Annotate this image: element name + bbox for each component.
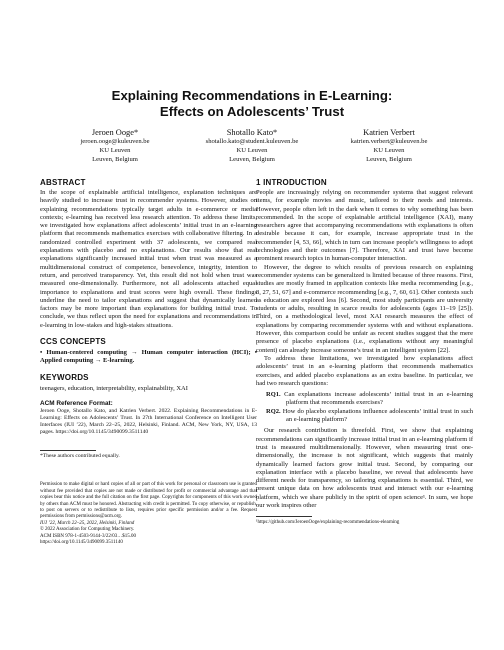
introduction-heading: 1 INTRODUCTION <box>256 178 327 187</box>
ccs-heading: CCS CONCEPTS <box>40 337 106 347</box>
paper-title-line-1: Explaining Recommendations in E-Learning: <box>111 88 393 103</box>
permission-block <box>40 482 257 546</box>
intro-paragraph-2: However, the degree to which results of previous research on explaining recommender systems can be generalized is limited because of three reasons. First, studies are mostly framed in application contexts like media recommending [e.g., 8, 27, 51, 67] and e-commerce recommending [e.g., 7, 60, 61]. Other contexts such as education are explored less [6]. Second, most study participants are university students or adults, resulting in scarce results for adolescents (ages 11–19 [25]). Third, on a methodological level, most XAI research measures the effect of explanations by comparing recommender systems with and without explanations. However, this comparison could be unfair as recent studies suggest that the mere presence of placebo explanations (i.e., explanations without any meaningful content) can already increase someone’s trust in an intelligent system [22]. <box>256 263 473 354</box>
ccs-text: • Human-centered computing → Human computer interaction (HCI); • Applied computing → E-learning. <box>40 349 257 365</box>
abstract-text: In the scope of explainable artificial intelligence, explanation techniques are heavily studied to increase trust in recommender systems. However, studies on explaining recommendations typically target adults in e-commerce or media contexts; e-learning has received less research attention. To address these limits, we investigated how explanations affect adolescents’ initial trust in an e-learning platform that recommends mathematics exercises with collaborative filtering. In a randomized controlled experiment with 37 adolescents, we compared real explanations with placebo and no explanations. Our results show that real explanations significantly increased initial trust when trust was measured as a multidimensional construct of competence, benevolence, integrity, intention to return, and perceived transparency. Yet, this result did not hold when trust was measured one-dimensionally. Furthermore, not all adolescents attached equal importance to explanations and trust scores were high overall. These findings underline the need to tailor explanations and suggest that dynamically learned factors may be more important than explanations for building initial trust. To conclude, we thus reflect upon the need for explanations and recommendations in e-learning in low-stakes and high-stakes situations. <box>40 189 257 329</box>
author-location: Leuven, Belgium <box>229 155 275 163</box>
author-email: jeroen.ooge@kuleuven.be <box>80 138 150 146</box>
footnote-rule <box>256 516 312 517</box>
left-column <box>40 177 257 546</box>
footnote-rule <box>40 450 96 451</box>
intro-paragraph-4: Our research contribution is threefold. First, we show that explaining recommendations can significantly increase initial trust in an e-learning platform if trust is measured multidimensionally. However, when measuring trust one-dimensionally, the increase is not significant, which suggests that mainly dynamically learned factors grow initial trust. Second, by comparing our explanation interface with a placebo baseline, we reveal that adolescents have different needs for transparency, so tailoring explanations is essential. Third, we present unique data on how adolescents trust and interact with our e-learning platform, which we share publicly in the spirit of open science¹. In sum, we hope our work inspires other <box>256 427 473 509</box>
author-name: Jeroen Ooge* <box>91 128 139 137</box>
author-email: shotallo.kato@student.kuleuven.be <box>205 138 299 146</box>
copyright-text: © 2022 Association for Computing Machinery. <box>40 527 135 533</box>
author-block-2 <box>177 128 327 165</box>
intro-paragraph-3: To address these limitations, we investigated how explanations affect adolescents’ trust in an e-learning platform that recommends mathematics exercises, and added placebo explanations as an extra baseline. In particular, we had two research questions: <box>256 354 473 387</box>
isbn-text: ACM ISBN 978-1-4503-9144-3/22/03…$15.00 <box>40 533 136 539</box>
right-column <box>256 177 473 526</box>
paper-title-line-2: Effects on Adolescents’ Trust <box>159 104 345 119</box>
rq1-text: Can explanations increase adolescents’ initial trust in an e-learning platform that recommends exercises? <box>284 391 474 407</box>
keywords-heading: KEYWORDS <box>40 372 89 382</box>
permission-text: Permission to make digital or hard copies of all or part of this work for personal or classroom use is granted without fee provided that copies are not made or distributed for profit or commercial advantage and that copies bear this notice and the full citation on the first page. Copyrights for components of this work owned by others than ACM must be honored. Abstracting with credit is permitted. To copy otherwise, or republish, to post on servers or to redistribute to lists, requires prior specific permission and/or a fee. Request permissions from permissions@acm.org. <box>40 482 257 520</box>
rq2-text: How do placebo explanations influence adolescents’ initial trust in such an e-learning platform? <box>282 407 474 424</box>
abstract-heading: ABSTRACT <box>40 178 86 187</box>
reference-format-heading: ACM Reference Format: <box>40 399 113 407</box>
keywords-text: teenagers, education, interpretability, explainability, XAI <box>40 384 188 392</box>
research-question-1 <box>256 391 473 408</box>
venue-text: IUI ’22, March 22–25, 2022, Helsinki, Finland <box>40 520 135 526</box>
author-name: Shotallo Kato* <box>226 128 278 137</box>
rq1-label: RQ1. <box>266 391 281 399</box>
author-block-1 <box>40 128 190 165</box>
reference-format-text: Jeroen Ooge, Shotallo Kato, and Katrien Verbert. 2022. Explaining Recommendations in E-Learning: Effects on Adolescents’ Trust. In 27th International Conference on Intelligent User Interfaces (IUI ’22), March 22–25, 2022, Helsinki, Finland. ACM, New York, NY, USA, 13 pages. https://doi.org/10.1145/3490099.3511140 <box>40 407 257 436</box>
intro-paragraph-1: People are increasingly relying on recommender systems that suggest relevant items, for example movies and music, tailored to their needs and interests. However, people often left in the dark when it comes to why something has been recommended. In the scope of explainable artificial intelligence (XAI), many researchers agree that accompanying recommendations with explanations is often desirable because it can, for example, increase appropriate trust in the recommender [4, 53, 66], which in turn can increase people’s willingness to adopt technologies and their outcomes [7]. Therefore, XAI and trust have become prominent research topics in human-computer interaction. <box>256 189 473 263</box>
author-affiliation: KU Leuven <box>99 147 131 155</box>
author-affiliation: KU Leuven <box>236 147 268 155</box>
author-location: Leuven, Belgium <box>366 155 412 163</box>
research-question-2 <box>256 408 473 425</box>
author-name: Katrien Verbert <box>363 128 415 137</box>
rq2-label: RQ2. <box>266 407 281 415</box>
author-email: katrien.verbert@kuleuven.be <box>350 138 428 146</box>
github-footnote[interactable]: ¹https://github.com/JeroenOoge/explaining-recommendations-elearning <box>256 520 400 526</box>
author-affiliation: KU Leuven <box>373 147 405 155</box>
author-location: Leuven, Belgium <box>92 155 138 163</box>
author-block-3 <box>314 128 464 165</box>
equal-contribution-footnote: *These authors contributed equally. <box>40 453 120 460</box>
doi-link[interactable]: https://doi.org/10.1145/3490099.3511140 <box>40 540 123 546</box>
